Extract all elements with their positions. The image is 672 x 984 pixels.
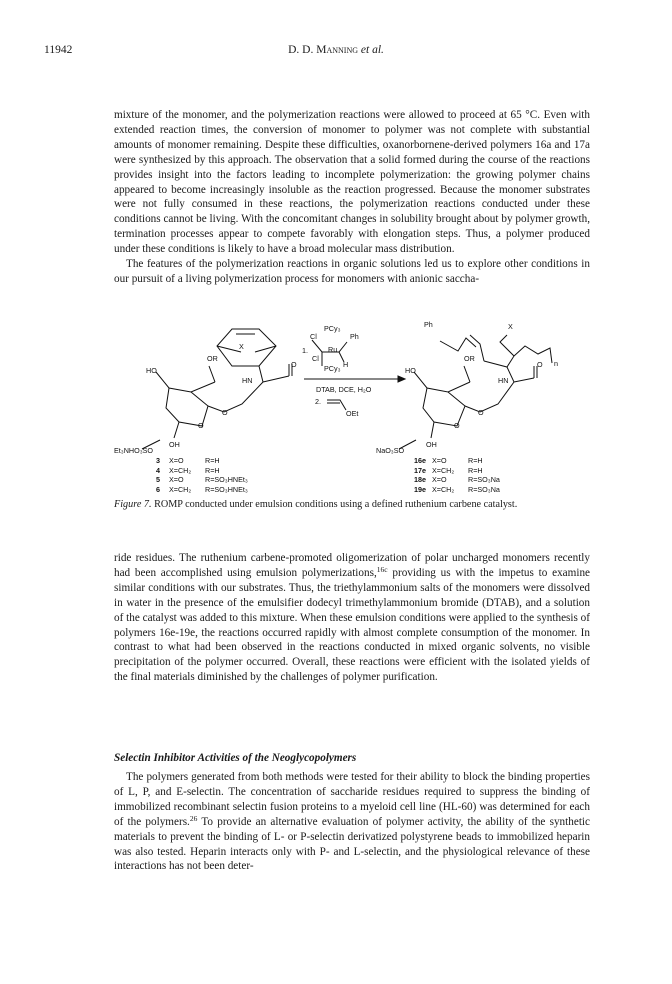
polymer-compound-number: 18e [414, 475, 426, 485]
paragraph-2: The features of the polymerization reactions in organic solutions led us to explore other conditions in our pursuit of a living polymerization process for monomers with anionic saccha- [114, 258, 590, 285]
monomer-compound-number: 3 [156, 456, 160, 465]
reagent-cl1-label: Cl [310, 332, 317, 341]
monomer-compound-row [156, 475, 248, 485]
polymer-compound-row [414, 485, 500, 495]
monomer-link-o-label: O [222, 408, 228, 417]
figure-caption [114, 499, 590, 510]
polymer-ho-label: HO [405, 366, 416, 375]
polymer-x-label: X [508, 322, 513, 331]
polymer-hn-label: HN [498, 376, 509, 385]
polymer-ring-o-label: O [454, 421, 460, 430]
page-number: 11942 [44, 44, 73, 56]
running-header-initials: D. D. [288, 44, 317, 56]
monomer-compound-r: R=H [205, 465, 220, 475]
monomer-or-label: OR [207, 354, 218, 363]
monomer-ring-o-label: O [198, 421, 204, 430]
monomer-compound-r: R=SO₃HNEt₃ [205, 484, 248, 494]
reagent-h-label: H [343, 360, 349, 369]
figure-caption-text: ROMP conducted under emulsion conditions using a defined ruthenium carbene catalyst. [151, 499, 518, 510]
polymer-salt-label: NaO₃SO [376, 446, 405, 455]
reference-16c: 16c [376, 564, 388, 574]
monomer-compound-x: X=O [169, 456, 184, 465]
polymer-compound-x: X=O [432, 475, 447, 485]
reagent-pcy3-bottom-label: PCy₃ [324, 364, 341, 373]
polymer-compound-x: X=CH₂ [432, 484, 455, 494]
monomer-compound-number: 5 [156, 475, 160, 485]
paragraph-4-part-b: To provide an alternative evaluation of polymer activity, the ability of the synthetic materials to prevent the binding of L- or P-selectin derivatized polystyrene beads to immobilized heparin was also tested. Heparin interacts only with P- and L-selectin, and the physiological relevance of these interactions has not been deter- [114, 815, 590, 873]
reaction-conditions-label: DTAB, DCE, H₂O [316, 385, 372, 394]
polymer-compound-row [414, 466, 500, 476]
figure-caption-label: Figure 7. [114, 499, 152, 510]
paragraph-3 [114, 551, 590, 685]
section-heading: Selectin Inhibitor Activities of the Neoglycopolymers [114, 752, 357, 764]
reagent-cl2-label: Cl [312, 354, 319, 363]
monomer-compound-x: X=CH₂ [169, 484, 192, 494]
running-header-suffix: et al. [358, 44, 384, 56]
reagent-step1-label: 1. [302, 346, 308, 355]
reagent-oet-label: OEt [346, 409, 359, 418]
reference-26: 26 [189, 813, 198, 823]
monomer-hn-label: HN [242, 376, 253, 385]
monomer-compound-x: X=O [169, 475, 184, 485]
reagent-ph-label: Ph [350, 332, 359, 341]
monomer-x-label: X [239, 342, 244, 351]
monomer-compound-r: R=SO₃HNEt₃ [205, 475, 248, 485]
body-text-top [114, 108, 590, 287]
compound-list-polymers [414, 456, 500, 494]
monomer-oh-label: OH [169, 440, 180, 449]
monomer-compound-row [156, 485, 248, 495]
monomer-compound-x: X=CH₂ [169, 465, 192, 475]
polymer-oh-label: OH [426, 440, 437, 449]
monomer-compound-row [156, 456, 248, 466]
paragraph-4-part-a: The polymers generated from both methods were tested for their ability to block the binding properties of L, P, and E-selectin. The concentration of saccharide residues required to suppress the binding of immobilized recombinant selectin fusion proteins to a myeloid cell line (HL-60) was determined for each of the polymers. [114, 771, 590, 828]
paragraph-3-part-b: providing us with the impetus to examine similar conditions with our substrates. Thus, the triethylammonium salts of the monomers were dissolved in water in the presence of the emulsifier dodecyl trimethylammonium bromide (DTAB), and a solution of the catalyst was added to this mixture. When these emulsion conditions were applied to the synthesis of polymers 16e-19e, the reactions occurred rapidly with almost complete consumption of the monomer. In contrast to what had been observed in the reactions conducted in mixed organic solvents, no visible precipitation of the polymer occurred. Overall, these reactions were efficient with the isolated yields of the final materials diminished by the challenges of polymer purification. [114, 566, 591, 684]
monomer-compound-r: R=H [205, 456, 220, 465]
polymer-compound-r: R=H [468, 465, 483, 475]
reaction-scheme-figure [114, 318, 594, 498]
polymer-compound-x: X=CH₂ [432, 465, 455, 475]
polymer-compound-number: 17e [414, 465, 426, 475]
polymer-or-label: OR [464, 354, 475, 363]
reagent-step2-label: 2. [315, 397, 321, 406]
polymer-compound-number: 19e [414, 484, 426, 494]
polymer-n-label: n [554, 359, 558, 368]
paragraph-1: mixture of the monomer, and the polymerization reactions were allowed to proceed at 65 °C. Even with extended reaction times, the conversion of monomer to polymer was not complete with substantial amounts of monomer remaining. Despite these difficulties, oxanorbornene-derived polymers 16a and 17a were synthesized by this approach. The observation that a solid formed during the course of the reactions provides insight into the factors leading to incomplete polymerization: the growing polymer chains appeared to become increasingly insoluble as the reaction progressed. Because the monomer substrates were not fully consumed in these reactions, the polymerization reactions conducted under these conditions cannot be living. With the concomitant changes in solubility brought about by polymer growth, termination processes appear to compete favorably with elongation steps. Thus, a polymer produced under these conditions is likely to have a broad molecular mass distribution. [114, 109, 590, 256]
monomer-compound-number: 6 [156, 484, 160, 494]
polymer-compound-row [414, 456, 500, 466]
polymer-carbonyl-o-label: O [537, 360, 543, 369]
monomer-carbonyl-o-label: O [291, 360, 297, 369]
paragraph-4 [114, 770, 590, 874]
reagent-ru-label: Ru [328, 345, 338, 354]
monomer-salt-label: Et₃NHO₃SO [114, 446, 154, 455]
polymer-ph-label: Ph [424, 320, 433, 329]
reagent-pcy3-top-label: PCy₃ [324, 324, 341, 333]
monomer-compound-number: 4 [156, 465, 160, 475]
polymer-link-o-label: O [478, 408, 484, 417]
polymer-compound-r: R=SO₃Na [468, 484, 500, 494]
running-header [0, 44, 672, 56]
polymer-compound-r: R=SO₃Na [468, 475, 500, 485]
compound-list-monomers [156, 456, 248, 494]
polymer-compound-row [414, 475, 500, 485]
polymer-compound-r: R=H [468, 456, 483, 465]
paragraph-3-part-a: ride residues. The ruthenium carbene-promoted oligomerization of polar uncharged monomers recently had been accomplished using emulsion polymerizations, [114, 552, 590, 579]
running-header-author: Manning [316, 44, 359, 56]
monomer-compound-row [156, 466, 248, 476]
monomer-ho-label: HO [146, 366, 157, 375]
polymer-compound-x: X=O [432, 456, 447, 465]
polymer-compound-number: 16e [414, 456, 426, 465]
